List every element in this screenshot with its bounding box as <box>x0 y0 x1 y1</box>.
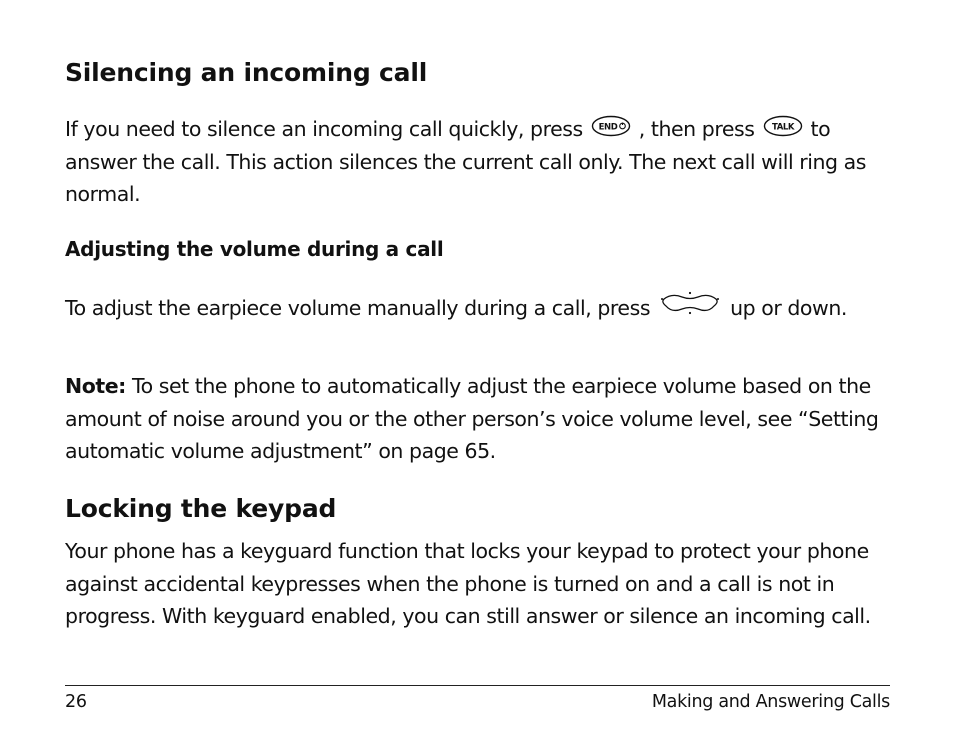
navigation-key-icon <box>658 289 722 317</box>
volume-paragraph <box>65 289 890 325</box>
silencing-text-part3: to answer the call. This action silences the current call only. The next call will ring as normal. <box>65 117 867 206</box>
footer-divider <box>65 685 890 686</box>
silencing-paragraph <box>65 113 890 211</box>
volume-text-part1: To adjust the earpiece volume manually during a call, press <box>65 296 651 320</box>
volume-text-part2: up or down. <box>730 296 847 320</box>
silencing-text-part2: , then press <box>638 117 755 141</box>
section-heading-locking: Locking the keypad <box>65 494 337 523</box>
subsection-heading-volume: Adjusting the volume during a call <box>65 237 444 261</box>
end-key-label: END <box>598 122 618 133</box>
section-heading-silencing: Silencing an incoming call <box>65 58 428 87</box>
page-number: 26 <box>65 692 87 712</box>
locking-paragraph: Your phone has a keyguard function that locks your keypad to protect your phone against accidental keypresses when the phone is turned on and a call is not in progress. With keyguard enabled, you can still answer or silence an incoming call. <box>65 539 871 628</box>
note-label: Note: <box>65 374 126 398</box>
talk-key-label: TALK <box>771 122 794 133</box>
end-key-icon <box>591 114 631 138</box>
talk-key-icon <box>763 114 803 138</box>
note-paragraph <box>65 370 890 468</box>
silencing-text-part1: If you need to silence an incoming call quickly, press <box>65 117 583 141</box>
note-text: To set the phone to automatically adjust the earpiece volume based on the amount of noise around you or the other person’s voice volume level, see “Setting automatic volume adjustment” on page 65. <box>65 374 879 463</box>
chapter-title: Making and Answering Calls <box>651 692 890 712</box>
